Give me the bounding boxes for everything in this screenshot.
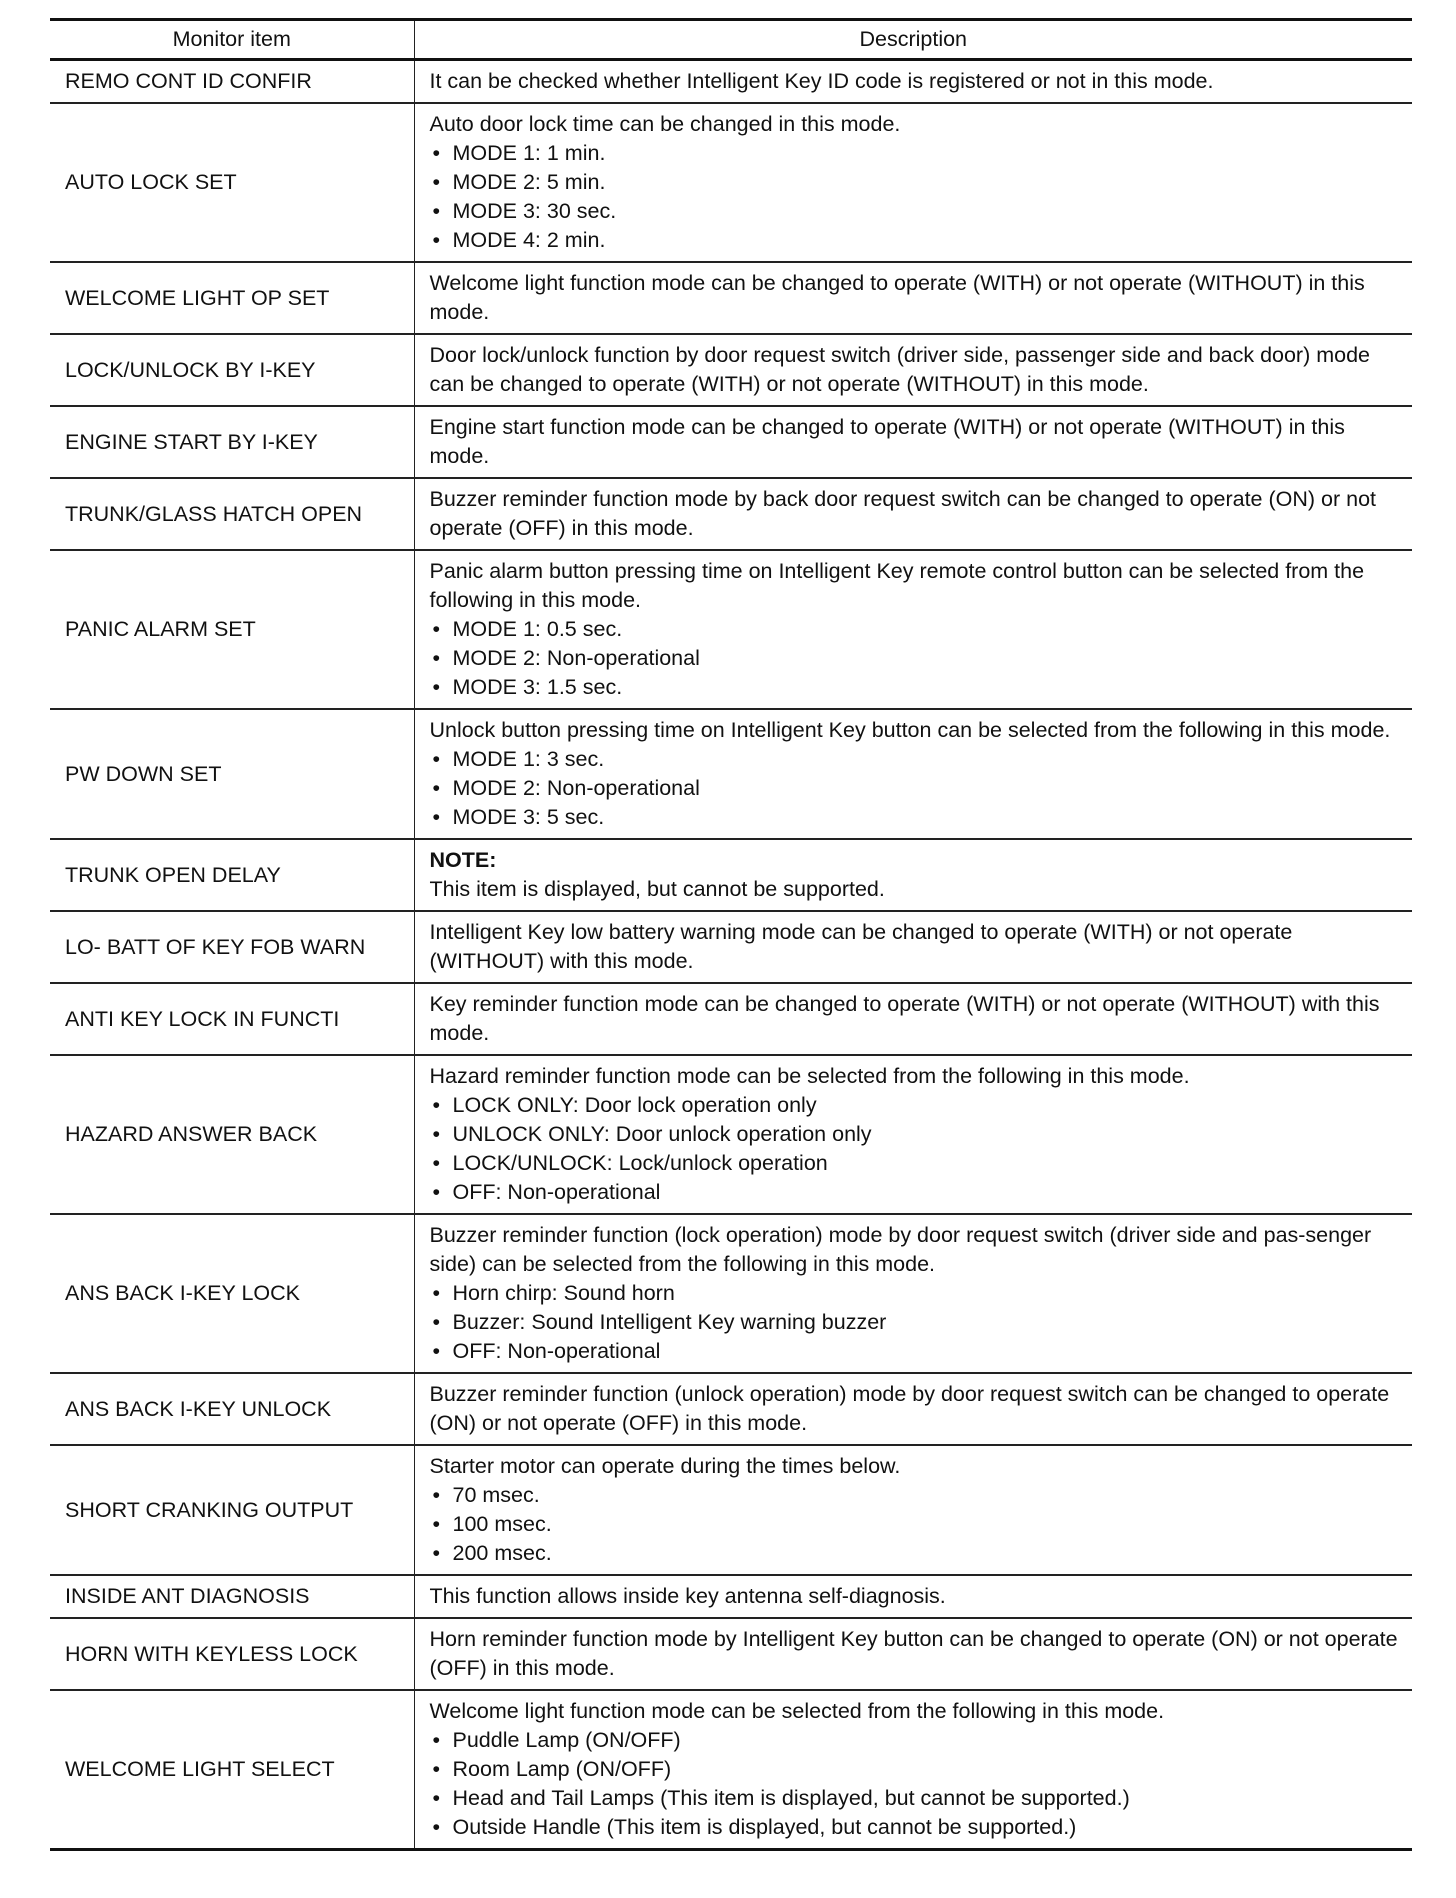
monitor-item-cell: PANIC ALARM SET: [50, 550, 414, 709]
table-row: [50, 1618, 1412, 1690]
description-text: Panic alarm button pressing time on Intelligent Key remote control button can be selected from the following in this mode.: [429, 559, 1365, 612]
description-cell: [414, 406, 1412, 478]
option-list-item: • OFF: Non-operational: [430, 1178, 1399, 1207]
monitor-item-table: [50, 18, 1412, 1851]
monitor-item-cell: PW DOWN SET: [50, 709, 414, 839]
option-list-item: • 100 msec.: [430, 1510, 1399, 1539]
option-list-item: • Room Lamp (ON/OFF): [430, 1755, 1399, 1784]
option-list-item: • Buzzer: Sound Intelligent Key warning buzzer: [430, 1308, 1399, 1337]
table-row: [50, 60, 1412, 104]
table-row: [50, 1575, 1412, 1618]
option-list: [430, 615, 1399, 702]
description-text: Starter motor can operate during the times below.: [429, 1454, 901, 1478]
description-text: Horn reminder function mode by Intelligent Key button can be changed to operate (ON) or not operate (OFF) in this mode.: [429, 1627, 1398, 1680]
monitor-item-cell: ANS BACK I-KEY UNLOCK: [50, 1373, 414, 1445]
option-list-item: • Outside Handle (This item is displayed, but cannot be supported.): [430, 1813, 1399, 1842]
table-row: [50, 550, 1412, 709]
table-row: [50, 839, 1412, 911]
option-list-item: • MODE 2: 5 min.: [430, 168, 1399, 197]
description-text: Auto door lock time can be changed in this mode.: [429, 112, 901, 136]
option-list-item: • LOCK ONLY: Door lock operation only: [430, 1091, 1399, 1120]
description-cell: [414, 60, 1412, 104]
description-cell: [414, 262, 1412, 334]
description-text: This item is displayed, but cannot be supported.: [429, 877, 885, 901]
description-cell: [414, 1373, 1412, 1445]
option-list-item: • MODE 4: 2 min.: [430, 226, 1399, 255]
description-cell: [414, 983, 1412, 1055]
description-text: Unlock button pressing time on Intelligent Key button can be selected from the following in this mode.: [429, 718, 1391, 742]
table-row: [50, 1214, 1412, 1373]
table-row: [50, 406, 1412, 478]
column-header-description: Description: [414, 20, 1412, 60]
table-row: [50, 1445, 1412, 1575]
option-list: [430, 1481, 1399, 1568]
table-row: [50, 103, 1412, 262]
description-cell: [414, 334, 1412, 406]
option-list-item: • MODE 3: 30 sec.: [430, 197, 1399, 226]
table-row: [50, 1055, 1412, 1214]
option-list-item: • Head and Tail Lamps (This item is displayed, but cannot be supported.): [430, 1784, 1399, 1813]
option-list-item: • MODE 1: 0.5 sec.: [430, 615, 1399, 644]
option-list-item: • MODE 2: Non-operational: [430, 774, 1399, 803]
table-row: [50, 983, 1412, 1055]
option-list-item: • MODE 1: 1 min.: [430, 139, 1399, 168]
description-cell: [414, 839, 1412, 911]
option-list-item: • MODE 3: 1.5 sec.: [430, 673, 1399, 702]
description-text: Buzzer reminder function (unlock operation) mode by door request switch can be changed to operate (ON) or not operate (OFF) in this mode.: [429, 1382, 1390, 1435]
description-cell: [414, 103, 1412, 262]
description-cell: [414, 1055, 1412, 1214]
table-row: [50, 1690, 1412, 1850]
description-text: Door lock/unlock function by door request switch (driver side, passenger side and back door) mode can be changed to operate (WITH) or not operate (WITHOUT) in this mode.: [429, 343, 1371, 396]
table-row: [50, 478, 1412, 550]
option-list: [430, 139, 1399, 255]
description-cell: [414, 1690, 1412, 1850]
description-cell: [414, 1214, 1412, 1373]
description-text: Engine start function mode can be changed to operate (WITH) or not operate (WITHOUT) in this mode.: [429, 415, 1345, 468]
description-cell: [414, 1618, 1412, 1690]
option-list-item: • LOCK/UNLOCK: Lock/unlock operation: [430, 1149, 1399, 1178]
description-text: Buzzer reminder function (lock operation) mode by door request switch (driver side and pas-senger side) can be selected from the following in this mode.: [429, 1223, 1372, 1276]
description-text: This function allows inside key antenna self-diagnosis.: [429, 1584, 946, 1608]
option-list: [430, 1279, 1399, 1366]
option-list: [430, 1726, 1399, 1842]
description-text: Key reminder function mode can be changed to operate (WITH) or not operate (WITHOUT) with this mode.: [429, 992, 1380, 1045]
option-list: [430, 1091, 1399, 1207]
description-cell: [414, 709, 1412, 839]
table-row: [50, 334, 1412, 406]
option-list-item: • 200 msec.: [430, 1539, 1399, 1568]
description-cell: [414, 1445, 1412, 1575]
table-row: [50, 262, 1412, 334]
monitor-item-cell: TRUNK OPEN DELAY: [50, 839, 414, 911]
option-list-item: • MODE 1: 3 sec.: [430, 745, 1399, 774]
option-list-item: • 70 msec.: [430, 1481, 1399, 1510]
description-text: Intelligent Key low battery warning mode can be changed to operate (WITH) or not operate (WITHOUT) with this mode.: [429, 920, 1293, 973]
option-list-item: • Puddle Lamp (ON/OFF): [430, 1726, 1399, 1755]
option-list-item: • MODE 3: 5 sec.: [430, 803, 1399, 832]
monitor-item-cell: HAZARD ANSWER BACK: [50, 1055, 414, 1214]
monitor-item-cell: ANS BACK I-KEY LOCK: [50, 1214, 414, 1373]
monitor-item-cell: AUTO LOCK SET: [50, 103, 414, 262]
description-text: Buzzer reminder function mode by back door request switch can be changed to operate (ON) or not operate (OFF) in this mode.: [429, 487, 1377, 540]
monitor-item-cell: HORN WITH KEYLESS LOCK: [50, 1618, 414, 1690]
option-list-item: • OFF: Non-operational: [430, 1337, 1399, 1366]
description-cell: [414, 911, 1412, 983]
column-header-monitor-item: Monitor item: [50, 20, 414, 60]
monitor-item-cell: INSIDE ANT DIAGNOSIS: [50, 1575, 414, 1618]
table-row: [50, 911, 1412, 983]
option-list-item: • MODE 2: Non-operational: [430, 644, 1399, 673]
monitor-item-cell: LOCK/UNLOCK BY I-KEY: [50, 334, 414, 406]
description-cell: [414, 550, 1412, 709]
monitor-item-cell: REMO CONT ID CONFIR: [50, 60, 414, 104]
table-header-row: [50, 20, 1412, 60]
monitor-item-cell: WELCOME LIGHT OP SET: [50, 262, 414, 334]
monitor-item-cell: WELCOME LIGHT SELECT: [50, 1690, 414, 1850]
option-list-item: • UNLOCK ONLY: Door unlock operation only: [430, 1120, 1399, 1149]
note-label: NOTE:: [429, 848, 497, 872]
option-list-item: • Horn chirp: Sound horn: [430, 1279, 1399, 1308]
table-body: [50, 60, 1412, 1850]
description-cell: [414, 1575, 1412, 1618]
option-list: [430, 745, 1399, 832]
description-text: It can be checked whether Intelligent Key ID code is registered or not in this mode.: [429, 69, 1214, 93]
description-text: Welcome light function mode can be changed to operate (WITH) or not operate (WITHOUT) in this mode.: [429, 271, 1365, 324]
monitor-item-cell: ANTI KEY LOCK IN FUNCTI: [50, 983, 414, 1055]
monitor-item-cell: SHORT CRANKING OUTPUT: [50, 1445, 414, 1575]
description-cell: [414, 478, 1412, 550]
description-text: Hazard reminder function mode can be selected from the following in this mode.: [429, 1064, 1190, 1088]
monitor-item-cell: ENGINE START BY I-KEY: [50, 406, 414, 478]
table-row: [50, 1373, 1412, 1445]
monitor-item-cell: LO- BATT OF KEY FOB WARN: [50, 911, 414, 983]
monitor-item-cell: TRUNK/GLASS HATCH OPEN: [50, 478, 414, 550]
table-row: [50, 709, 1412, 839]
description-text: Welcome light function mode can be selected from the following in this mode.: [429, 1699, 1165, 1723]
